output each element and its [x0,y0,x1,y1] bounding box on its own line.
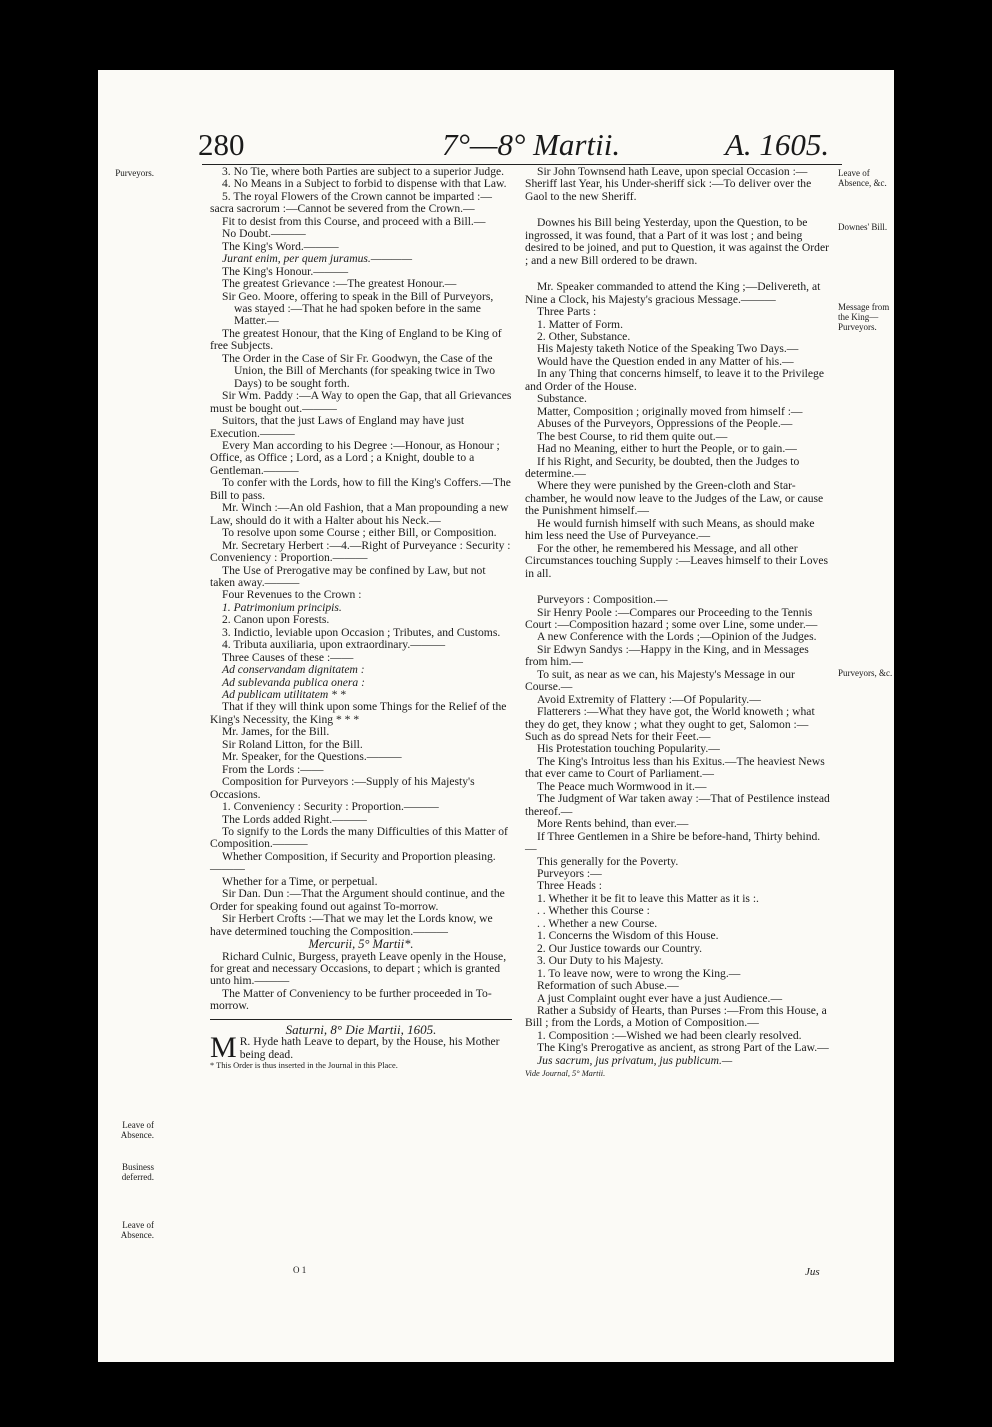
text-span: R. Hyde hath Leave to depart, by the House, his Mother being dead. [239,1035,500,1061]
text-line: The Peace much Wormwood in it.— [537,779,707,793]
text-line: 4. Tributa auxiliaria, upon extraordinary.——— [222,638,446,652]
text-line: The best Course, to rid them quite out.— [537,429,728,443]
text-line: Sir Geo. Moore, offering to speak in the Bill of Purveyors, was stayed :—That he had spoken before in the same Matter.— [222,289,494,328]
footnote-ref-text: Vide Journal, 5° Martii. [525,1069,606,1079]
footnote-text: * This Order is thus inserted in the Journal in this Place. [210,1061,398,1071]
text-line: Reformation of such Abuse.— [537,979,679,993]
text-line: Where they were punished by the Green-cloth and Star-chamber, he would now leave to the Judges of the Law, or cause the Punishment himself.— [525,479,824,518]
text-line: Sir Herbert Crofts :—That we may let the Lords know, we have determined touching the Composition.——— [210,912,493,938]
right-column [525,166,831,1079]
text-line: The Lords added Right.——— [222,812,367,826]
text-line: A just Complaint ought ever have a just Audience.— [537,991,783,1005]
page [98,70,894,1362]
catchword: Jus [805,1266,820,1278]
text-line: If Three Gentlemen in a Shire be before-hand, Thirty behind.— [525,829,821,856]
margin-note: Purveyors, &c. [838,668,893,678]
text-line: . . Whether this Course : [537,904,650,918]
text-line: Ad conservandam dignitatem : [222,663,365,677]
text-line: Sir Henry Poole :—Compares our Proceeding to the Tennis Court :—Composition hazard ; some over Line, some under.— [525,605,818,631]
running-head-dates: 7°—8° Martii. [442,127,621,162]
text-line: Purveyors :— [537,867,602,881]
text-line: The King's Prerogative as ancient, as strong Part of the Law.— [537,1041,829,1055]
section-date-heading: Mercurii, 5° Martii*. [308,937,414,952]
text-line: The Matter of Conveniency to be further proceeded in To-morrow. [210,986,492,1013]
text-line: Jus sacrum, jus privatum, jus publicum.— [537,1053,733,1067]
text-line: Every Man according to his Degree :—Honour, as Honour ; Office, as Office ; Lord, as a Lord ; a Knight, double to a Gentleman.——— [210,438,500,477]
text-line: Flatterers :—What they have got, the World knoweth ; what they do get, they know ; what they ought to get, Salomon :—Such as do spread Nets for their Feet.— [525,705,815,744]
text-line: 1. To leave now, were to wrong the King.— [537,966,741,980]
text-line: Matter, Composition ; originally moved from himself :— [537,404,803,418]
text-line: The greatest Grievance :—The greatest Honour.— [222,277,457,291]
text-line: To confer with the Lords, how to fill the King's Coffers.—The Bill to pass. [210,476,511,502]
text-line: 2. Canon upon Forests. [222,613,330,627]
text-line: Mr. Winch :—An old Fashion, that a Man propounding a new Law, should do it with a Halter about his Neck.— [210,501,509,527]
text-line: The Use of Prerogative may be confined by Law, but not taken away.——— [210,563,486,589]
text-line: Mr. Speaker commanded to attend the King ;—Delivereth, at Nine a Clock, his Majesty's gracious Message.——— [525,280,821,306]
text-line: The Order in the Case of Sir Fr. Goodwyn, the Case of the Union, the Bill of Merchants (for speaking twice in Two Days) to be sought forth. [222,351,496,390]
text-line: Mr. Secretary Herbert :—4.—Right of Purveyance : Security : Conveniency : Proportion.——— [210,538,511,565]
text-line: Fit to desist from this Course, and proceed with a Bill.— [222,214,486,228]
text-line: The King's Honour.——— [222,264,349,278]
drop-capital: M [210,1031,237,1065]
text-line: 5. The royal Flowers of the Crown cannot be imparted :—sacra sacrorum :—Cannot be severed from the Crown.— [210,189,492,216]
text-line [210,1031,512,1065]
text-line: For the other, he remembered his Message, and all other Circumstances touching Supply :—Leaves himself to their Loves in all. [525,541,828,580]
text-line: Substance. [537,392,587,406]
text-line: 1. Conveniency : Security : Proportion.——— [222,800,439,814]
text-line: His Majesty taketh Notice of the Speaking Two Days.— [537,342,799,356]
text-line: Three Heads : [537,879,603,893]
text-line: Rather a Subsidy of Hearts, than Purses :—From this House, a Bill ; from the Lords, a Motion of Composition.— [525,1004,827,1030]
left-column [210,166,512,1071]
text-line: 3. Our Duty to his Majesty. [537,954,664,968]
text-line: 1. Whether it be fit to leave this Matter as it is :. [537,891,759,905]
text-line: Three Parts : [537,305,597,319]
text-line: This generally for the Poverty. [537,854,679,868]
text-line: Had no Meaning, either to hurt the People, or to gain.— [537,442,797,456]
text-line: The King's Introitus less than his Exitus.—The heaviest News that ever came to Court of Parliament.— [525,754,825,781]
text-line: Whether for a Time, or perpetual. [222,874,378,888]
text-line: The greatest Honour, that the King of England to be King of free Subjects. [210,326,502,353]
text-line: That if they will think upon some Things for the Relief of the King's Necessity, the King * * * [210,700,507,726]
margin-note: Business deferred. [121,1162,154,1182]
page-number: 280 [198,127,245,162]
text-line: Ad publicam utilitatem * * [222,688,346,702]
text-line: He would furnish himself with such Means, as should make him less need the Use of Purveyance.— [525,516,815,543]
margin-note: Leave of Absence. [120,1220,154,1240]
footnote [210,1061,512,1071]
text-line: Four Revenues to the Crown : [222,588,362,602]
section-date-heading: Saturni, 8° Die Martii, 1605. [285,1021,437,1037]
text-line: To resolve upon some Course ; either Bill, or Composition. [222,526,497,540]
text-line: If his Right, and Security, be doubted, then the Judges to determine.— [525,454,800,480]
text-line: To suit, as near as we can, his Majesty's Message in our Course.— [525,667,795,694]
text-line: Jurant enim, per quem juramus.———— [222,252,413,266]
text-line: Sir John Townsend hath Leave, upon special Occasion :—Sheriff last Year, his Under-sheriff sick :—To deliver over the Gaol to the new Sheriff. [525,165,812,203]
text-line: Ad sublevanda publica onera : [222,675,365,689]
text-line: 2. Other, Substance. [537,329,631,343]
text-line: In any Thing that concerns himself, to leave it to the Privilege and Order of the House. [525,367,824,393]
text-line: Composition for Purveyors :—Supply of his Majesty's Occasions. [210,775,475,801]
margin-note: Message from the King—Purveyors. [838,302,890,332]
text-line: Downes his Bill being Yesterday, upon the Question, to be ingrossed, it was found, that a Part of it was lost ; and being desired to be joined, and put to Question, it was against the Order ; and a new Bill ordered to be drawn. [525,216,829,267]
text-line: 4. No Means in a Subject to forbid to dispense with that Law. [222,177,507,191]
text-line: Sir Dan. Dun :—That the Argument should continue, and the Order for speaking found out against To-morrow. [210,887,505,913]
margin-note: Leave of Absence. [120,1120,154,1140]
text-line: Richard Culnic, Burgess, prayeth Leave openly in the House, for great and necessary Occasions, to depart ; which is granted unto him.——— [210,949,507,988]
text-line: 2. Our Justice towards our Country. [537,941,703,955]
text-line: More Rents behind, than ever.— [537,817,689,831]
text-line: The King's Word.——— [222,239,339,253]
text-line: From the Lords :—— [222,762,324,776]
text-line: Purveyors : Composition.— [537,593,668,607]
text-line: Suitors, that the just Laws of England may have just Execution.——— [210,414,465,440]
text-line: Sir Roland Litton, for the Bill. [222,737,363,751]
text-line: 1. Composition :—Wished we had been clearly resolved. [537,1028,802,1042]
text-line: 1. Matter of Form. [537,317,623,331]
text-line: Sir Edwyn Sandys :—Happy in the King, and in Messages from him.— [525,642,809,669]
text-line: Would have the Question ended in any Matter of his.— [537,354,794,368]
text-line: 1. Concerns the Wisdom of this House. [537,929,719,943]
text-line: A new Conference with the Lords ;—Opinion of the Judges. [537,630,817,644]
margin-note: Leave of Absence, &c. [838,168,887,188]
margin-note: Downes' Bill. [838,222,888,232]
text-line: . . Whether a new Course. [537,916,658,930]
text-line: No Doubt.——— [222,227,306,241]
text-line: 3. Indictio, leviable upon Occasion ; Tributes, and Customs. [222,625,501,639]
text-line: Three Causes of these :—— [222,650,354,664]
footnote-reference [525,1069,831,1079]
running-head-year: A. 1605. [725,127,830,162]
text-line: Mr. James, for the Bill. [222,725,330,739]
text-line: To signify to the Lords the many Difficulties of this Matter of Composition.——— [210,825,508,851]
text-line: Sir Wm. Paddy :—A Way to open the Gap, that all Grievances must be bought out.——— [210,389,512,415]
signature-mark: O 1 [293,1265,307,1275]
text-line: The Judgment of War taken away :—That of Pestilence instead thereof.— [525,792,830,818]
text-line: 3. No Tie, where both Parties are subject to a superior Judge. [222,165,505,178]
text-line: Avoid Extremity of Flattery :—Of Popularity.— [537,692,761,706]
text-line: Whether Composition, if Security and Proportion pleasing.——— [210,849,496,876]
text-line: Mr. Speaker, for the Questions.——— [222,750,402,764]
text-line: 1. Patrimonium principis. [222,600,342,614]
margin-note: Purveyors. [115,168,154,178]
section-rule [210,1019,512,1020]
text-line: His Protestation touching Popularity.— [537,742,720,756]
text-line: Abuses of the Purveyors, Oppressions of the People.— [537,417,793,431]
